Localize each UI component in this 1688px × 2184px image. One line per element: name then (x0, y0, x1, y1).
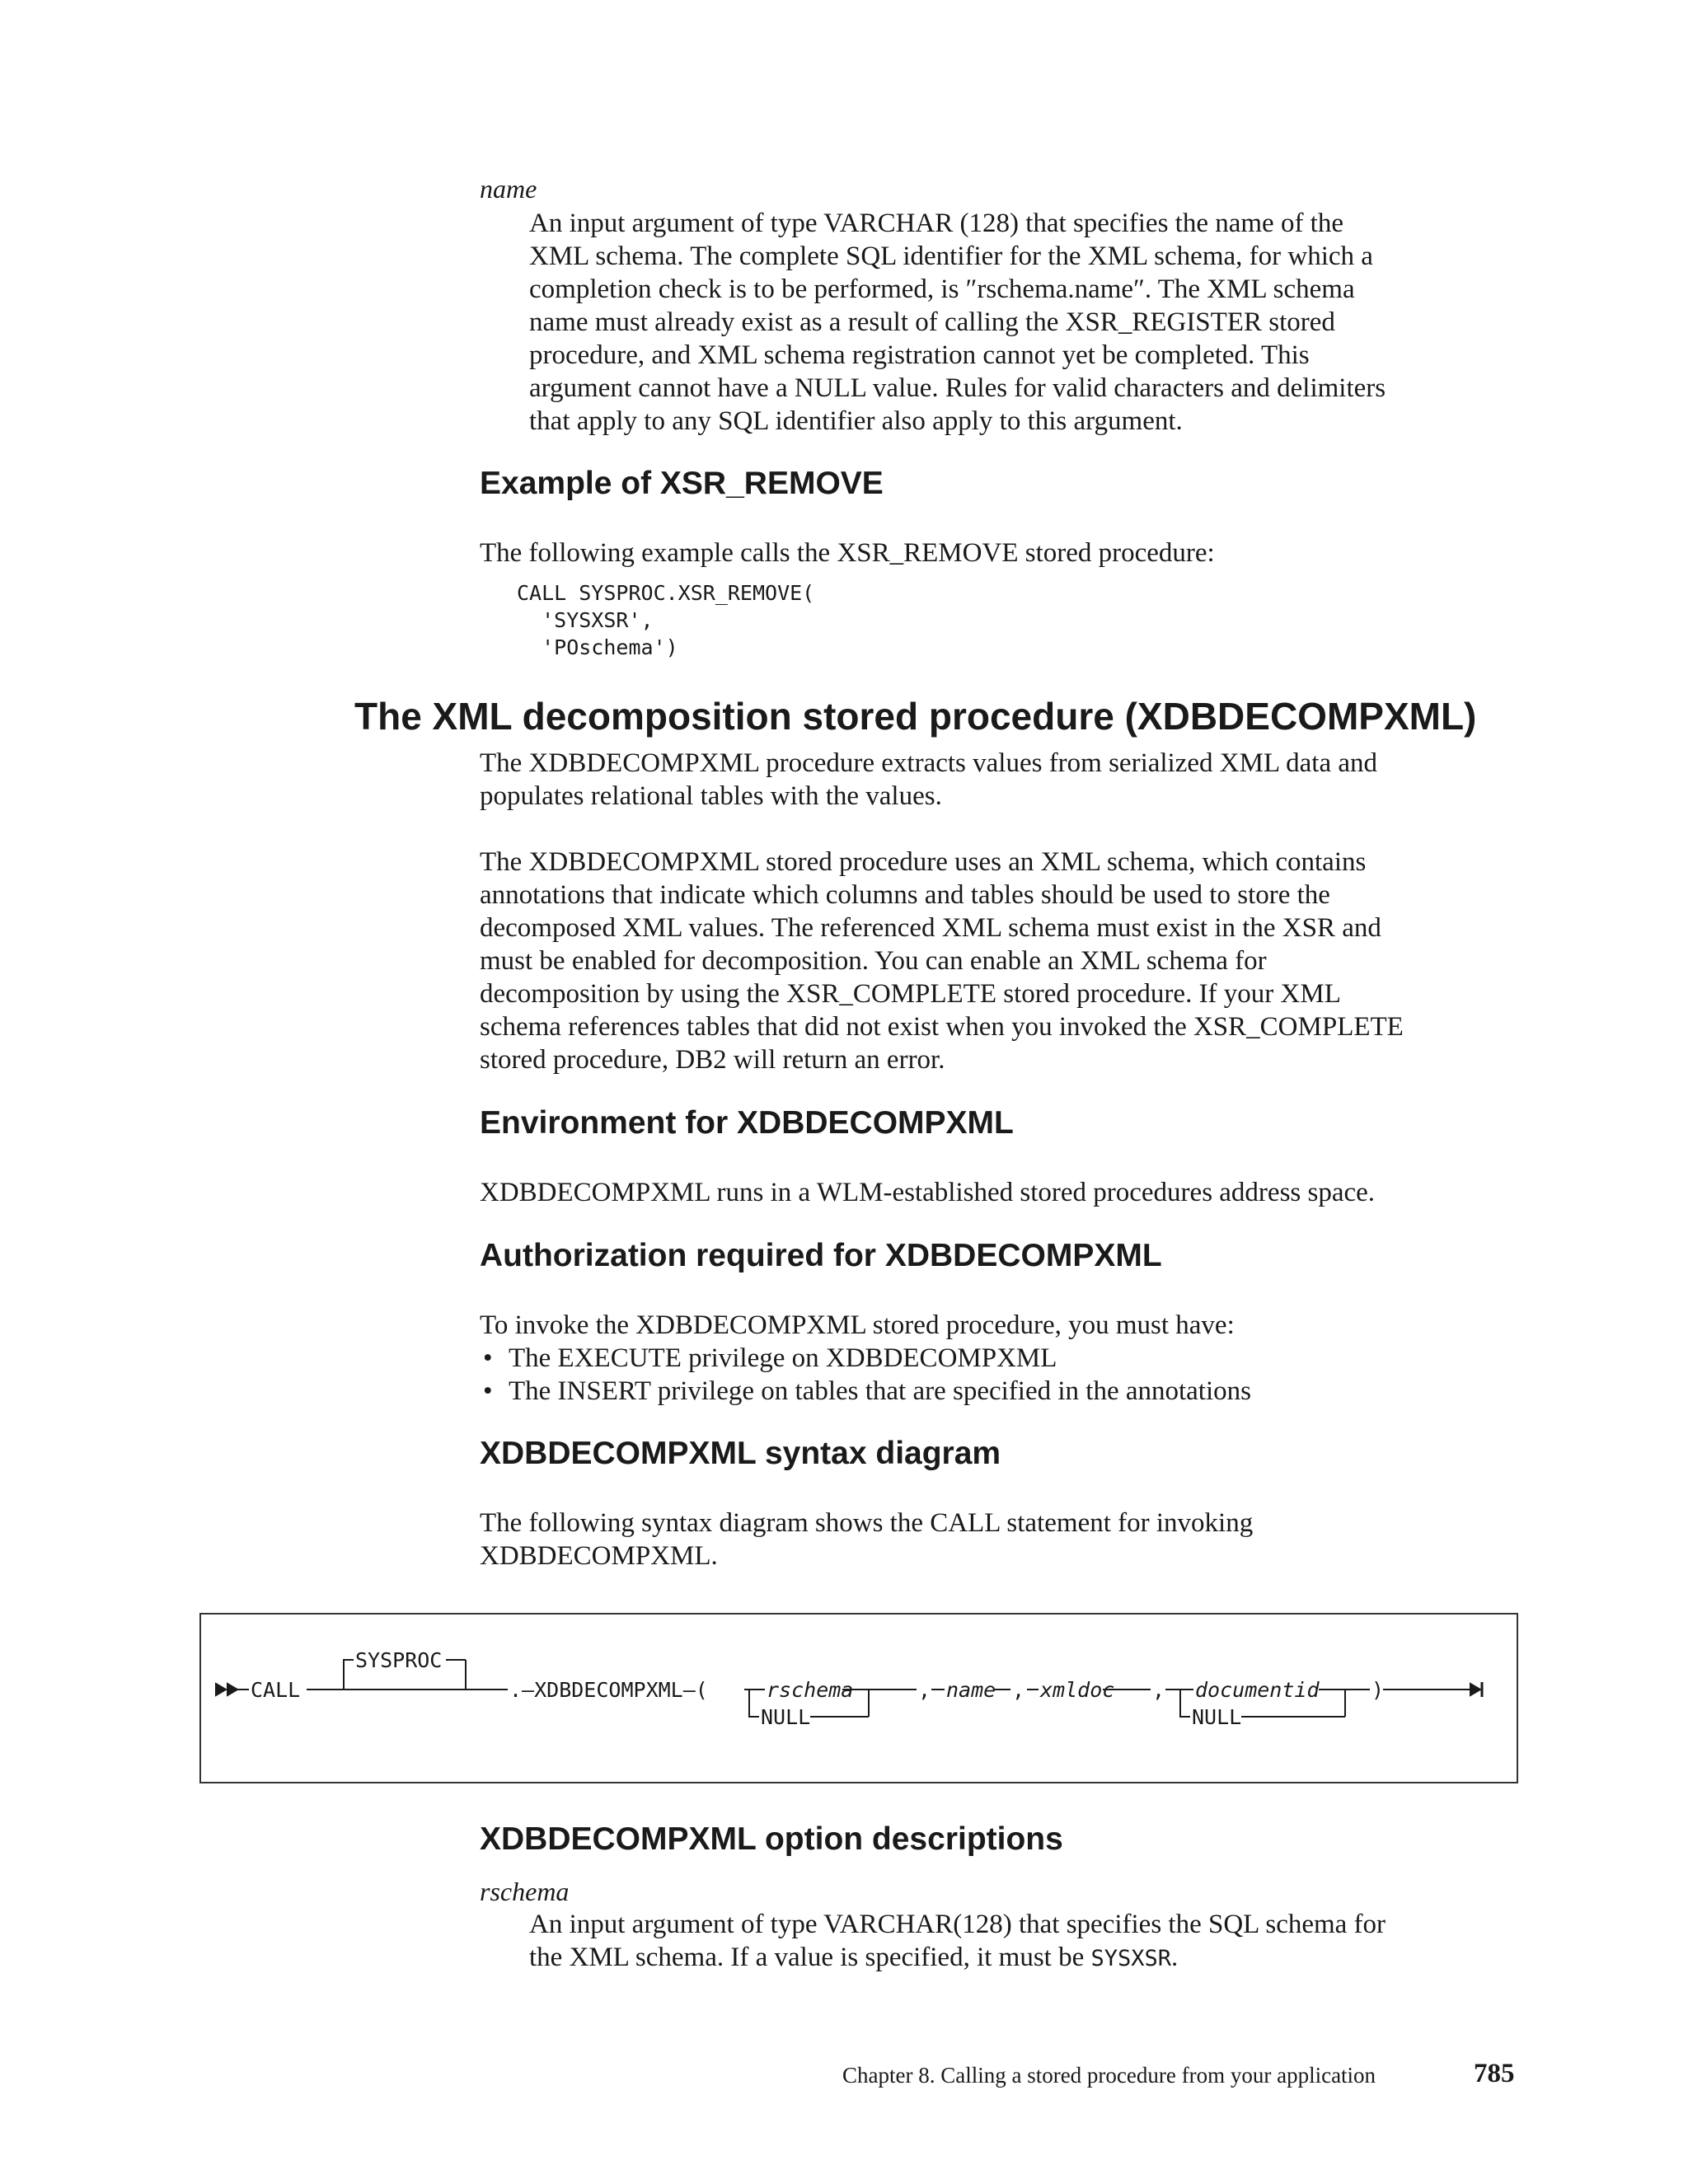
call-keyword: CALL (251, 1678, 301, 1702)
options-heading: XDBDECOMPXML option descriptions (480, 1821, 1063, 1857)
close-paren: ) (1372, 1678, 1385, 1702)
text-line: XDBDECOMPXML. (480, 1541, 718, 1571)
start-marker-icon (216, 1684, 237, 1695)
environment-heading: Environment for XDBDECOMPXML (480, 1105, 1014, 1141)
text-line: decomposed XML values. The referenced XML schema must exist in the XSR and (480, 913, 1381, 943)
null-keyword-2: NULL (1192, 1705, 1242, 1729)
text-line: must be enabled for decomposition. You can enable an XML schema for (480, 946, 1267, 976)
text-line (529, 1941, 1518, 1975)
comma-separator-2: , (1012, 1678, 1025, 1702)
list-item: • The EXECUTE privilege on XDBDECOMPXML (480, 1342, 1526, 1375)
example-intro: The following example calls the XSR_REMOVE stored procedure: (480, 538, 1215, 568)
text-line: decomposition by using the XSR_COMPLETE stored procedure. If your XML (480, 979, 1341, 1009)
text-line: populates relational tables with the values. (480, 781, 942, 811)
name-description (529, 207, 1518, 438)
page-title: The XML decomposition stored procedure (XDBDECOMPXML) (354, 695, 1477, 738)
text-line: An input argument of type VARCHAR (128) that specifies the name of the (529, 209, 1344, 238)
authorization-heading: Authorization required for XDBDECOMPXML (480, 1238, 1162, 1273)
environment-text: XDBDECOMPXML runs in a WLM-established stored procedures address space. (480, 1178, 1376, 1207)
text-line: XML schema. The complete SQL identifier for the XML schema, for which a (529, 241, 1373, 271)
comma-separator-3: , (1152, 1678, 1165, 1702)
syntax-diagram-svg (201, 1615, 1517, 1782)
sysproc-keyword: SYSPROC (355, 1648, 443, 1672)
name-parameter: name (946, 1678, 996, 1702)
intro-paragraph (480, 747, 1526, 813)
text-line: procedure, and XML schema registration cannot yet be completed. This (529, 340, 1310, 370)
text-line: that apply to any SQL identifier also apply to this argument. (529, 406, 1183, 436)
text-line: schema references tables that did not exist when you invoked the XSR_COMPLETE (480, 1012, 1404, 1042)
text-line: The following syntax diagram shows the CALL statement for invoking (480, 1508, 1254, 1538)
list-item: • The INSERT privilege on tables that are specified in the annotations (480, 1375, 1526, 1408)
text-line: annotations that indicate which columns and tables should be used to store the (480, 880, 1330, 910)
end-arrow-icon (1470, 1684, 1480, 1695)
text-line: The XDBDECOMPXML procedure extracts values from serialized XML data and (480, 748, 1377, 778)
term-rschema: rschema (480, 1877, 570, 1906)
null-keyword-1: NULL (761, 1705, 811, 1729)
example-code: CALL SYSPROC.XSR_REMOVE( 'SYSXSR', 'POschema') (517, 581, 815, 659)
documentid-parameter: documentid (1195, 1678, 1320, 1702)
text-segment: . (1171, 1943, 1179, 1972)
sysxsr-value: SYSXSR (1090, 1946, 1172, 1971)
footer-chapter: Chapter 8. Calling a stored procedure from your application (842, 2063, 1376, 2088)
xmldoc-parameter: xmldoc (1040, 1678, 1115, 1702)
term-name: name (480, 174, 537, 204)
syntax-heading: XDBDECOMPXML syntax diagram (480, 1436, 1001, 1471)
rschema-description (529, 1908, 1518, 1975)
page-number: 785 (1474, 2059, 1515, 2088)
text-line: The XDBDECOMPXML stored procedure uses an XML schema, which contains (480, 847, 1367, 877)
text-line: An input argument of type VARCHAR(128) that specifies the SQL schema for (529, 1910, 1386, 1939)
text-line: name must already exist as a result of calling the XSR_REGISTER stored (529, 307, 1335, 337)
syntax-diagram (199, 1613, 1518, 1783)
authorization-intro: To invoke the XDBDECOMPXML stored procedure, you must have: (480, 1310, 1235, 1340)
example-heading: Example of XSR_REMOVE (480, 466, 884, 501)
text-line: argument cannot have a NULL value. Rules for valid characters and delimiters (529, 373, 1386, 403)
text-line: completion check is to be performed, is ″rschema.name″. The XML schema (529, 274, 1355, 304)
syntax-intro (480, 1507, 1526, 1572)
rschema-parameter: rschema (767, 1678, 854, 1702)
authorization-list (480, 1342, 1526, 1408)
text-line: stored procedure, DB2 will return an error. (480, 1045, 945, 1075)
comma-separator-1: , (918, 1678, 931, 1702)
schema-paragraph (480, 846, 1526, 1076)
text-segment: the XML schema. If a value is specified, it must be (529, 1943, 1091, 1972)
procedure-name: .—XDBDECOMPXML—( (509, 1678, 708, 1702)
